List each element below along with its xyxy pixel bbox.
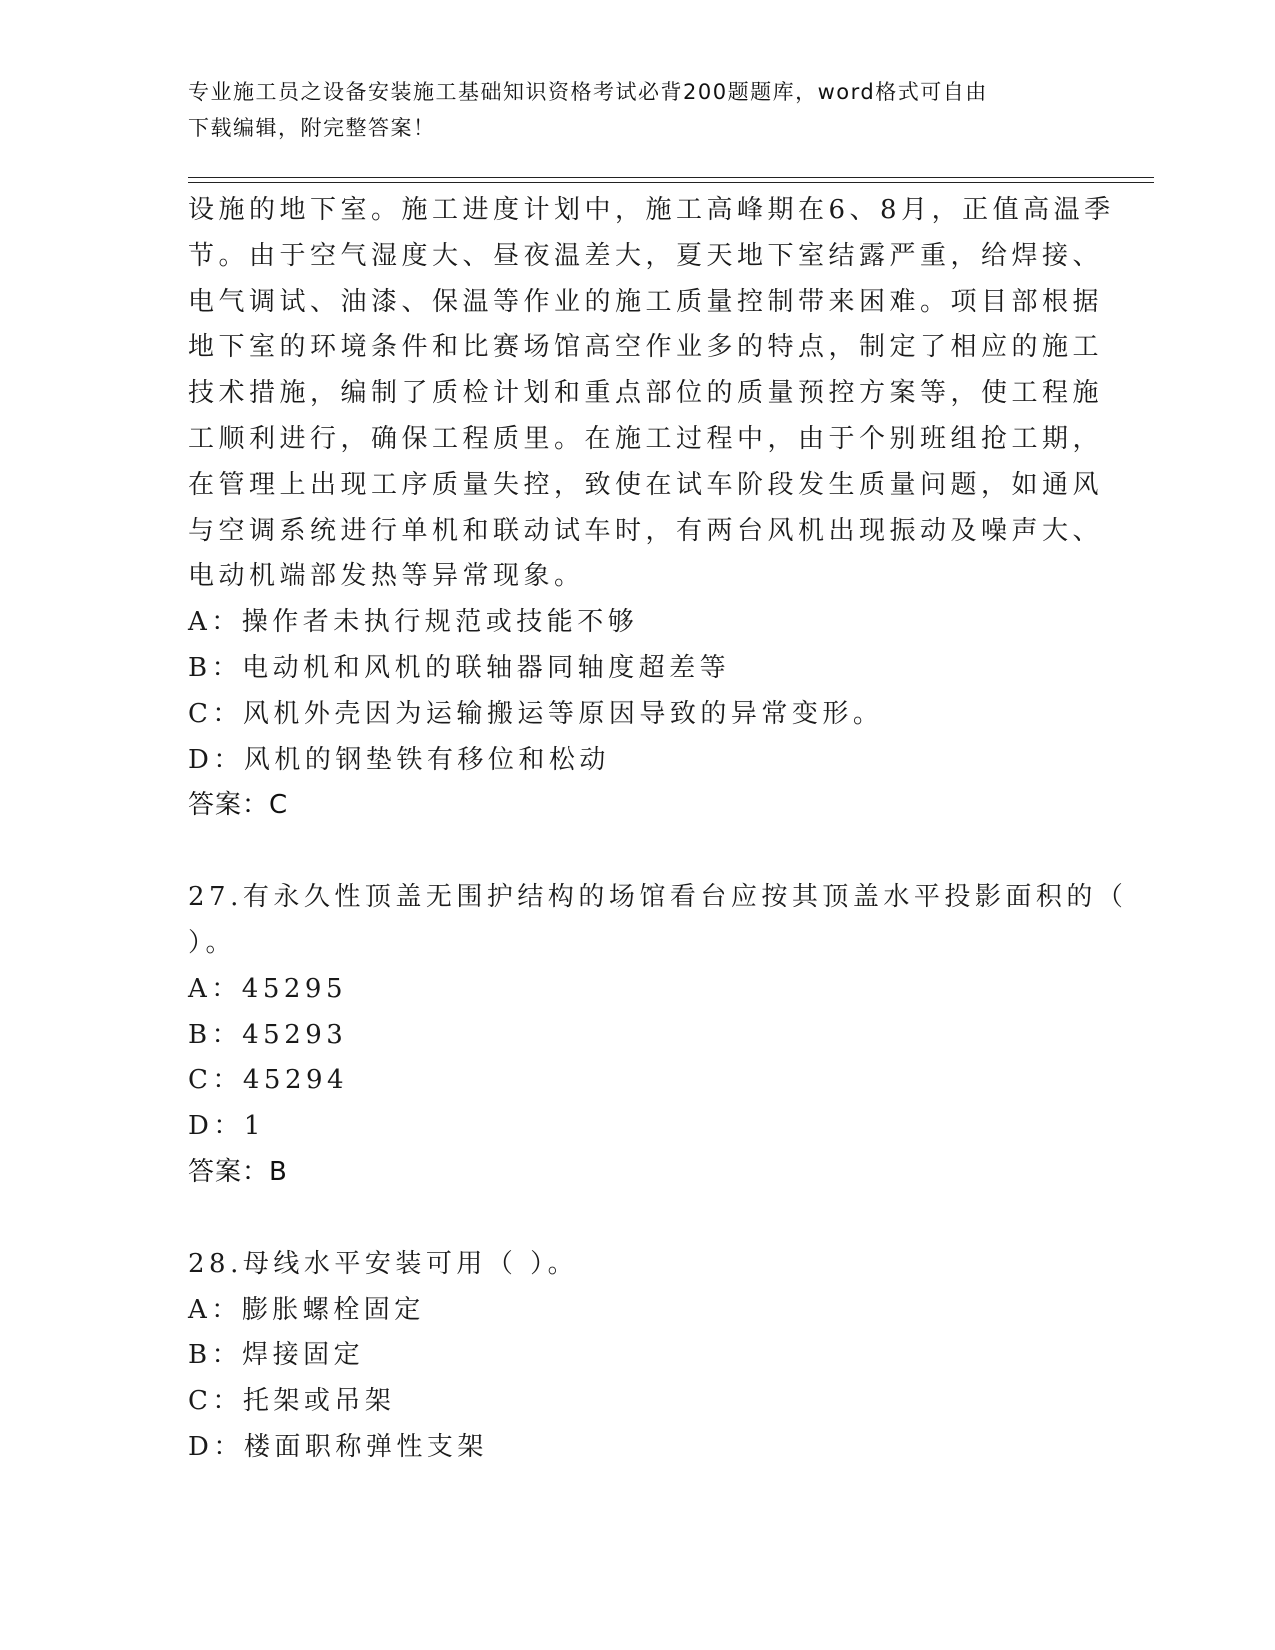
option-a: A：45295: [188, 973, 347, 1004]
question-text-line: 27.有永久性顶盖无围护结构的场馆看台应按其顶盖水平投影面积的（: [188, 882, 1128, 913]
option-c: C：风机外壳因为运输搬运等原因导致的异常变形。: [188, 698, 884, 729]
question-text-line: 在管理上出现工序质量失控，致使在试车阶段发生质量问题，如通风: [188, 469, 1104, 500]
question-text-line: 电动机端部发热等异常现象。: [188, 561, 585, 592]
document-header: [188, 74, 1068, 146]
question-text-line: 工顺利进行，确保工程质里。在施工过程中，由于个别班组抢工期，: [188, 423, 1104, 454]
question-text-line: 地下室的环境条件和比赛场馆高空作业多的特点，制定了相应的施工: [188, 332, 1104, 363]
question-text-line: 电气调试、油漆、保温等作业的施工质量控制带来困难。项目部根据: [188, 286, 1104, 317]
option-d: D：楼面职称弹性支架: [188, 1431, 488, 1462]
question-text-line: ）。: [188, 927, 237, 958]
option-c: C：托架或吊架: [188, 1386, 396, 1417]
question-26: [188, 188, 1115, 829]
question-28: [188, 1242, 1078, 1471]
question-text-line: 设施的地下室。施工进度计划中，施工高峰期在6、8月，正值高温季: [188, 195, 1115, 225]
option-b: B：电动机和风机的联轴器同轴度超差等: [188, 652, 731, 683]
header-rule-bottom: [188, 182, 1154, 183]
question-text-line: 技术措施，编制了质检计划和重点部位的质量预控方案等，使工程施: [188, 378, 1104, 409]
question-text-line: 28.母线水平安装可用（ ）。: [188, 1248, 579, 1279]
option-d: D：1: [188, 1111, 265, 1142]
option-a: A：膨胀螺栓固定: [188, 1294, 425, 1325]
option-b: B：45293: [188, 1019, 348, 1050]
question-27: [188, 875, 1128, 1196]
question-text-line: 与空调系统进行单机和联动试车时，有两台风机出现振动及噪声大、: [188, 515, 1104, 546]
option-d: D：风机的钢垫铁有移位和松动: [188, 744, 610, 775]
document-body: [188, 188, 1128, 1471]
answer-label: 答案：C: [188, 790, 289, 821]
option-a: A：操作者未执行规范或技能不够: [188, 607, 639, 638]
answer-label: 答案：B: [188, 1156, 288, 1187]
header-line-2: 下载编辑，附完整答案！: [188, 116, 436, 140]
question-text-line: 节。由于空气湿度大、昼夜温差大，夏天地下室结露严重，给焊接、: [188, 240, 1104, 271]
option-c: C：45294: [188, 1065, 349, 1096]
header-line-1: 专业施工员之设备安装施工基础知识资格考试必背200题题库，word格式可自由: [188, 80, 988, 104]
option-b: B：焊接固定: [188, 1340, 365, 1371]
header-rule-top: [188, 177, 1154, 178]
